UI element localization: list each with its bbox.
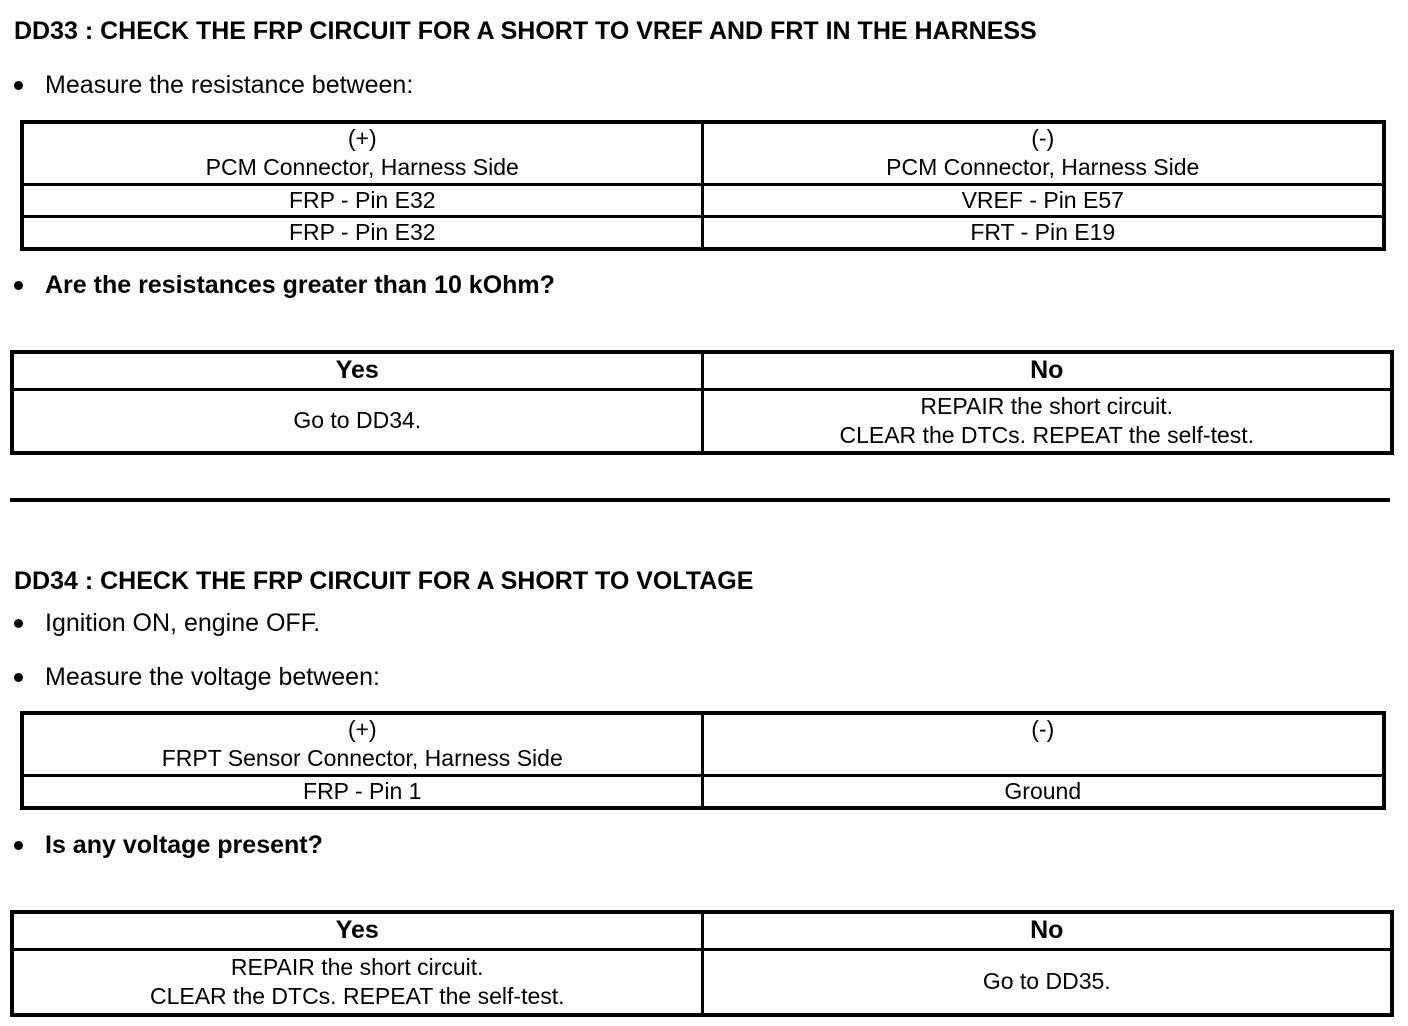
yes-header: Yes [12,912,702,949]
table-header-row [12,352,1392,389]
yes-cell: Go to DD34. [12,389,702,453]
yes-cell [12,949,702,1015]
dd34-heading: DD34 : CHECK THE FRP CIRCUIT FOR A SHORT TO VOLTAGE [14,567,754,595]
dd33-step-measure-resistance [12,70,413,100]
dd34-step-measure-voltage [12,662,380,692]
bullet-icon [14,81,23,90]
action-line: REPAIR the short circuit. [920,392,1174,419]
no-header: No [702,352,1392,389]
table-cell: FRP - Pin E32 [22,216,702,249]
no-cell [702,389,1392,453]
action-line: CLEAR the DTCs. REPEAT the self-test. [149,982,565,1009]
dd34-step-ignition [12,608,320,638]
step-text: Ignition ON, engine OFF. [45,608,321,637]
dd33-measure-table [20,120,1386,251]
no-header: No [702,912,1392,949]
table-cell: FRP - Pin E32 [22,184,702,216]
table-row [22,775,1384,808]
table-cell: VREF - Pin E57 [702,184,1384,216]
table-cell: FRT - Pin E19 [702,216,1384,249]
bullet-icon [14,841,23,850]
bullet-icon [14,673,23,682]
table-row [12,949,1392,1015]
no-cell: Go to DD35. [702,949,1392,1015]
header-cell-negative [702,713,1384,775]
table-row [22,216,1384,249]
table-cell: Ground [702,775,1384,808]
negative-symbol: (-) [1031,716,1055,742]
table-header-row [22,122,1384,184]
header-cell-positive [22,122,702,184]
header-subtitle: FRPT Sensor Connector, Harness Side [161,745,563,772]
header-subtitle: PCM Connector, Harness Side [886,154,1200,181]
bullet-icon [14,281,23,290]
dd33-question [12,270,555,300]
bullet-icon [14,619,23,628]
header-subtitle: PCM Connector, Harness Side [205,154,519,181]
negative-symbol: (-) [1031,125,1055,152]
action-line: CLEAR the DTCs. REPEAT the self-test. [839,421,1255,448]
table-row [12,389,1392,453]
table-header-row [12,912,1392,949]
yes-header: Yes [12,352,702,389]
dd34-result-table [10,910,1394,1017]
positive-symbol: (+) [347,125,377,152]
dd33-result-table [10,350,1394,455]
step-text: Measure the voltage between: [45,662,380,691]
table-cell: FRP - Pin 1 [22,775,702,808]
question-text: Are the resistances greater than 10 kOhm? [45,270,555,299]
header-cell-positive [22,713,702,775]
table-header-row [22,713,1384,775]
question-text: Is any voltage present? [45,830,323,859]
section-divider [10,498,1390,502]
header-cell-negative [702,122,1384,184]
table-row [22,184,1384,216]
dd34-measure-table [20,711,1386,810]
positive-symbol: (+) [347,716,377,743]
dd33-heading: DD33 : CHECK THE FRP CIRCUIT FOR A SHORT TO VREF AND FRT IN THE HARNESS [14,17,1037,45]
step-text: Measure the resistance between: [45,70,414,99]
action-line: REPAIR the short circuit. [230,953,484,980]
dd34-question [12,830,323,860]
